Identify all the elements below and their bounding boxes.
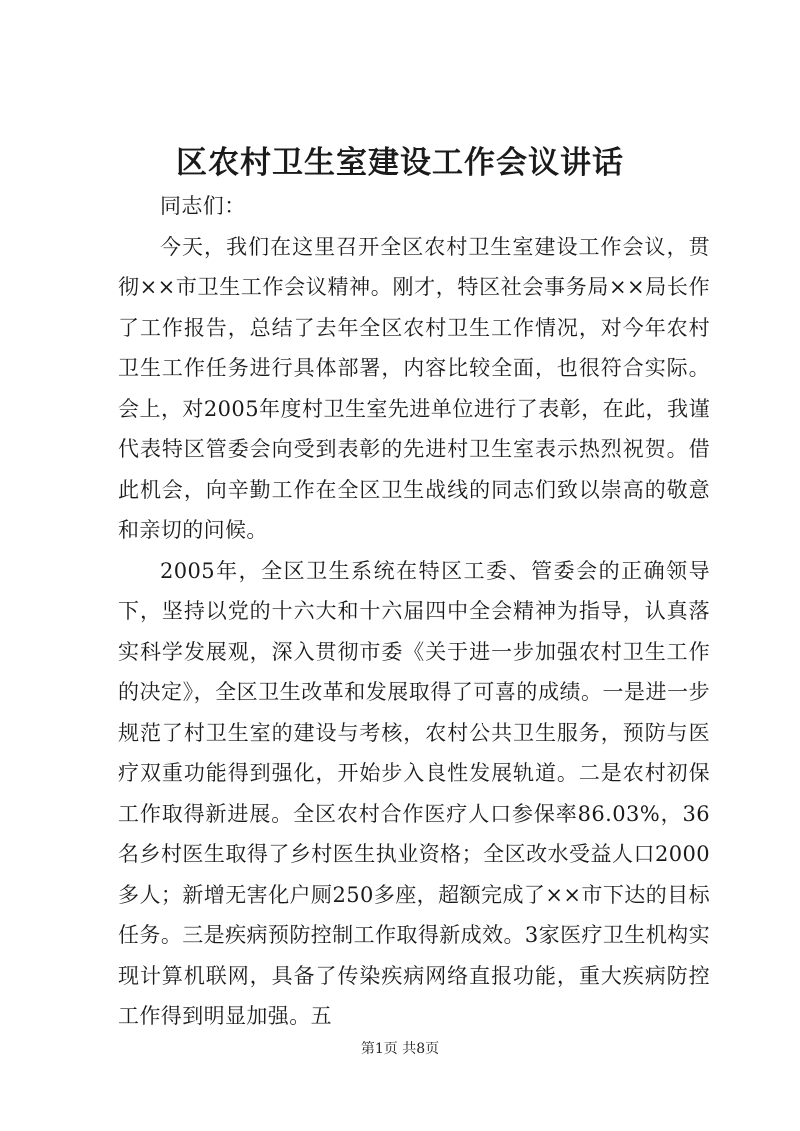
document-title: 区农村卫生室建设工作会议讲话	[176, 145, 624, 181]
page-number-footer: 第1页 共8页	[360, 1041, 440, 1057]
document-body	[118, 186, 710, 1037]
salutation: 同志们：	[160, 194, 246, 218]
paragraph-1: 今天，我们在这里召开全区农村卫生室建设工作会议，贯彻××市卫生工作会议精神。刚才，特区社会事务局××局长作了工作报告，总结了去年全区农村卫生工作情况，对今年农村卫生工作任务进行具体部署，内容比较全面，也很符合实际。会上，对2005年度村卫生室先进单位进行了表彰，在此，我谨代表特区管委会向受到表彰的先进村卫生室表示热烈祝贺。借此机会，向辛勤工作在全区卫生战线的同志们致以崇高的敬意和亲切的问候。	[118, 234, 710, 542]
paragraph-2: 2005年，全区卫生系统在特区工委、管委会的正确领导下，坚持以党的十六大和十六届四中全会精神为指导，认真落实科学发展观，深入贯彻市委《关于进一步加强农村卫生工作的决定》，全区卫生改革和发展取得了可喜的成绩。一是进一步规范了村卫生室的建设与考核，农村公共卫生服务，预防与医疗双重功能得到强化，开始步入良性发展轨道。二是农村初保工作取得新进展。全区农村合作医疗人口参保率86.03%，36名乡村医生取得了乡村医生执业资格；全区改水受益人口2000多人；新增无害化户厕250多座，超额完成了××市下达的目标任务。三是疾病预防控制工作取得新成效。3家医疗卫生机构实现计算机联网，具备了传染疾病网络直报功能，重大疾病防控工作得到明显加强。五	[118, 558, 710, 1028]
